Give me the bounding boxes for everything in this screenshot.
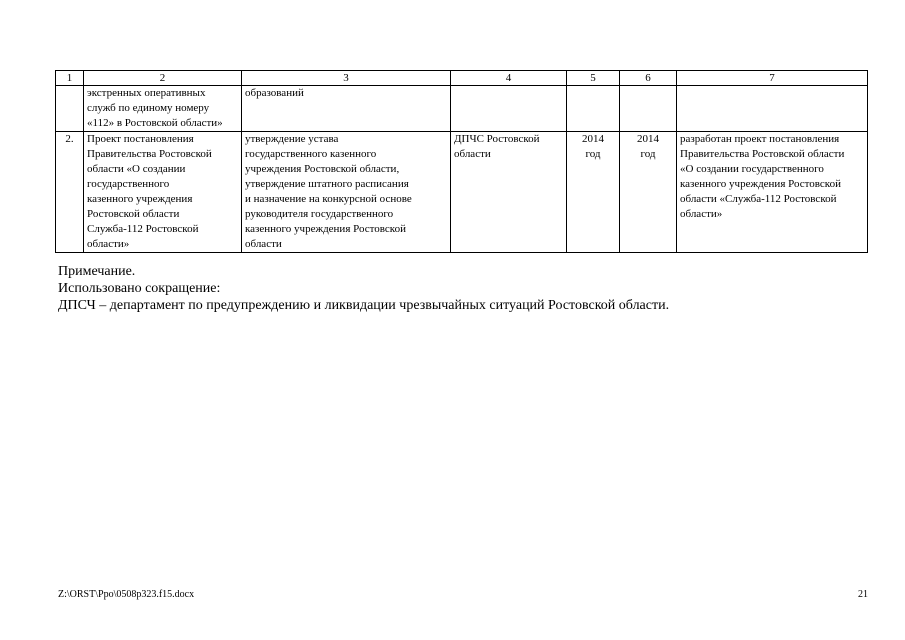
activity-content-cell: утверждение устава государственного казенного учреждения Ростовской области, утверждение штатного расписания и назначение на конкурсной основе руководителя государственного казенного учреждения Ростовской области [242, 132, 451, 253]
activities-table [55, 70, 868, 253]
column-header: 7 [677, 71, 868, 86]
table-header-row [56, 71, 868, 86]
notes-section [58, 263, 669, 314]
executor-cell [451, 86, 567, 132]
start-date-cell: 2014 год [567, 132, 620, 253]
column-header: 1 [56, 71, 84, 86]
row-number-cell [56, 86, 84, 132]
result-cell: разработан проект постановления Правительства Ростовской области «О создании государственного казенного учреждения Ростовской области «Служба-112 Ростовской области» [677, 132, 868, 253]
column-header: 2 [84, 71, 242, 86]
end-date-cell [620, 86, 677, 132]
column-header: 6 [620, 71, 677, 86]
start-date-cell [567, 86, 620, 132]
page-number: 21 [858, 589, 868, 600]
column-header: 3 [242, 71, 451, 86]
table-row [56, 86, 868, 132]
executor-cell: ДПЧС Ростовской области [451, 132, 567, 253]
note-title: Примечание. [58, 264, 136, 279]
footer-file-path: Z:\ORST\Ppo\0508p323.f15.docx [58, 589, 195, 600]
table-row [56, 132, 868, 253]
abbreviation-line: ДПСЧ – департамент по предупреждению и ликвидации чрезвычайных ситуаций Ростовской области. [58, 298, 670, 313]
result-cell [677, 86, 868, 132]
abbreviation-intro: Использовано сокращение: [58, 281, 221, 296]
column-header: 5 [567, 71, 620, 86]
row-number-cell: 2. [56, 132, 84, 253]
activity-name-cell: экстренных оперативных служб по единому номеру «112» в Ростовской области» [84, 86, 242, 132]
column-header: 4 [451, 71, 567, 86]
end-date-cell: 2014 год [620, 132, 677, 253]
activity-name-cell: Проект постановления Правительства Ростовской области «О создании государственного казенного учреждения Ростовской области Служба-112 Ростовской области» [84, 132, 242, 253]
activity-content-cell: образований [242, 86, 451, 132]
